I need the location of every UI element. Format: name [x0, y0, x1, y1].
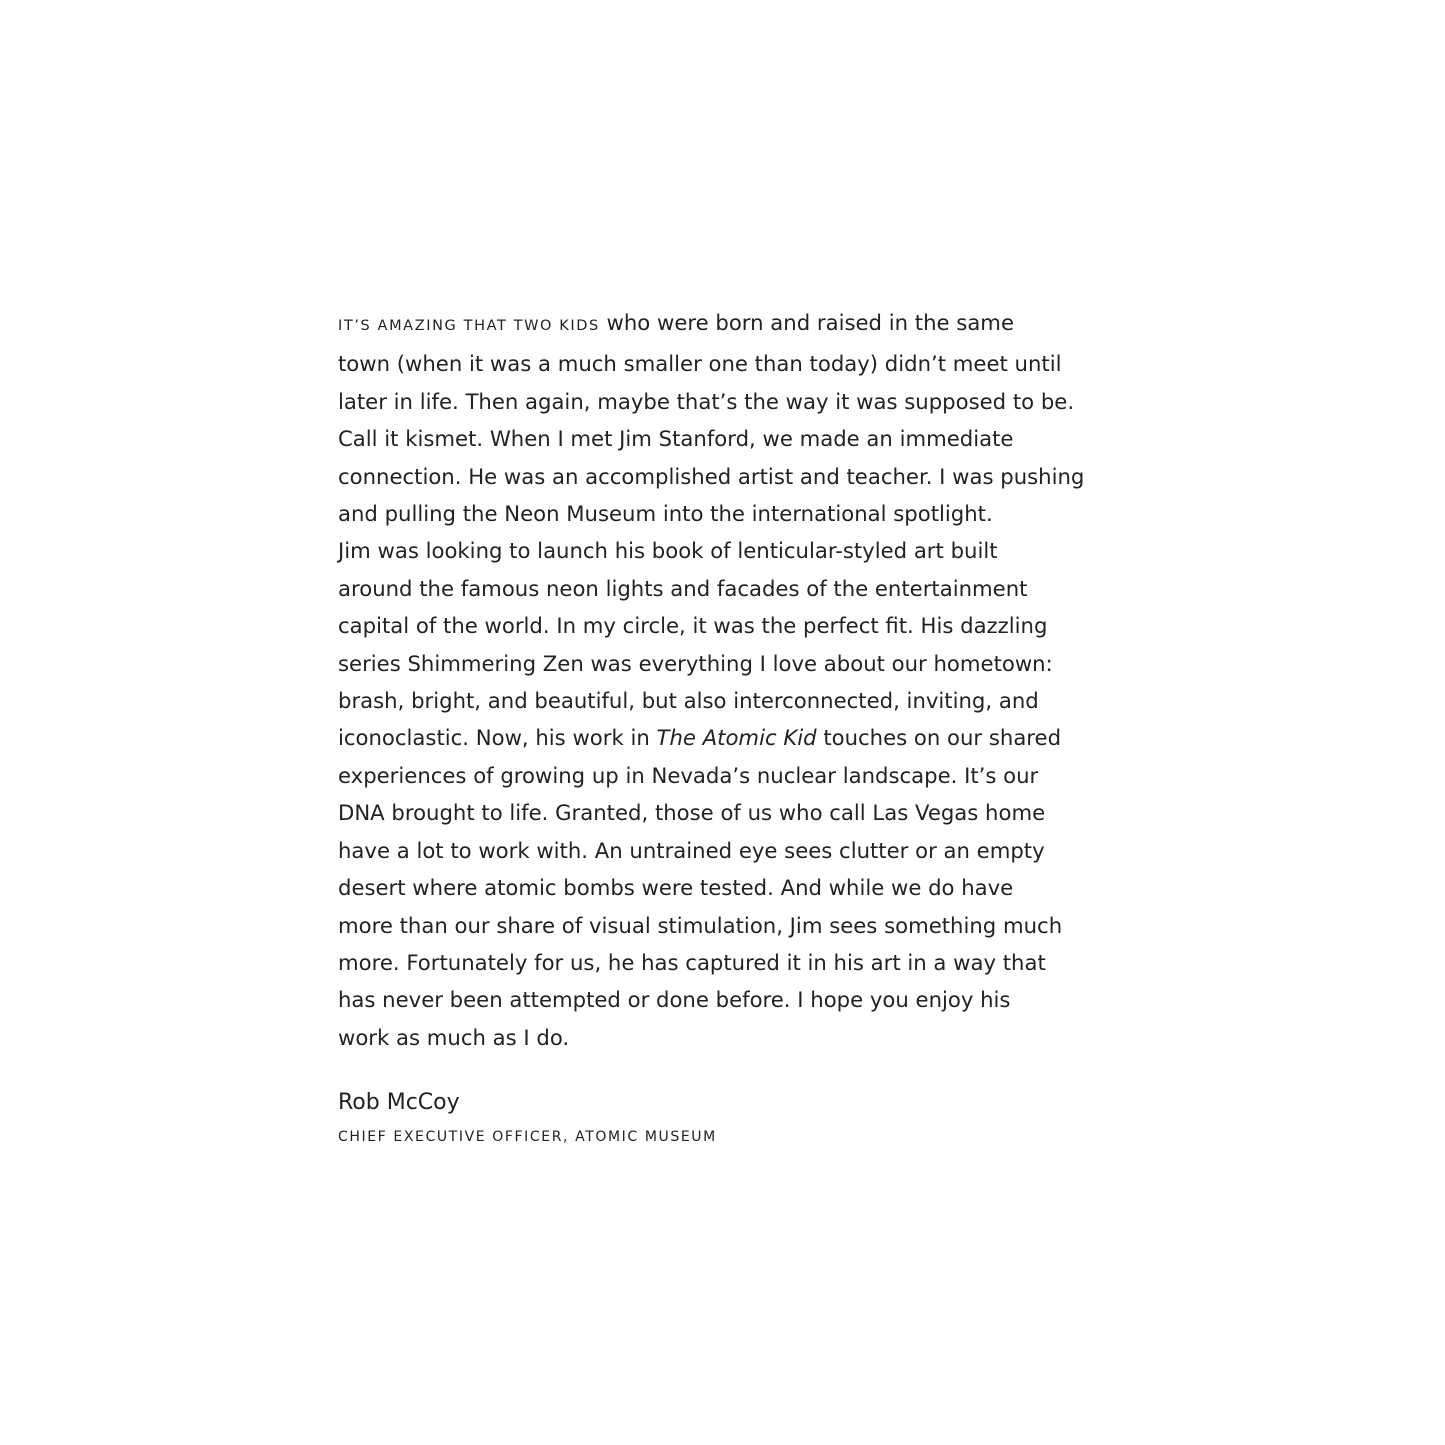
essay-line: connection. He was an accomplished artist and teacher. I was pushing: [338, 463, 1085, 489]
lead-in-smallcaps: IT’S AMAZING THAT TWO KIDS: [338, 318, 600, 334]
essay-line-text: touches on our shared: [816, 725, 1062, 751]
essay-line: capital of the world. In my circle, it was the perfect fit. His dazzling: [338, 613, 1048, 639]
essay-line: town (when it was a much smaller one than today) didn’t meet until: [338, 351, 1062, 377]
essay-line: more. Fortunately for us, he has captured it in his art in a way that: [338, 949, 1046, 975]
essay-line: Call it kismet. When I met Jim Stanford, we made an immediate: [338, 426, 1014, 452]
essay-line: later in life. Then again, maybe that’s the way it was supposed to be.: [338, 388, 1075, 414]
signature-role: CHIEF EXECUTIVE OFFICER, ATOMIC MUSEUM: [338, 1129, 717, 1145]
essay-line: DNA brought to life. Granted, those of us who call Las Vegas home: [338, 800, 1046, 826]
essay-line: desert where atomic bombs were tested. And while we do have: [338, 875, 1014, 901]
essay-line: has never been attempted or done before. I hope you enjoy his: [338, 987, 1011, 1013]
essay-line: experiences of growing up in Nevada’s nuclear landscape. It’s our: [338, 762, 1039, 788]
essay-line-text: who were born and raised in the same: [599, 310, 1014, 335]
essay-line: [338, 719, 1118, 756]
essay-line: work as much as I do.: [338, 1024, 570, 1050]
essay-line: and pulling the Neon Museum into the international spotlight.: [338, 501, 993, 527]
essay-line: have a lot to work with. An untrained eye sees clutter or an empty: [338, 837, 1045, 863]
signature-name: Rob McCoy: [338, 1090, 460, 1115]
essay-line-text: iconoclastic. Now, his work in: [338, 725, 657, 751]
essay-line: brash, bright, and beautiful, but also interconnected, inviting, and: [338, 688, 1039, 714]
essay-line: series Shimmering Zen was everything I love about our hometown:: [338, 650, 1053, 676]
essay-line: more than our share of visual stimulation, Jim sees something much: [338, 912, 1063, 938]
essay-paragraph: [338, 304, 1118, 1056]
essay-line: around the famous neon lights and facades of the entertainment: [338, 575, 1028, 601]
book-title-italic: The Atomic Kid: [656, 725, 817, 751]
essay-line: [338, 304, 1118, 345]
essay-line: Jim was looking to launch his book of lenticular-styled art built: [338, 538, 998, 564]
